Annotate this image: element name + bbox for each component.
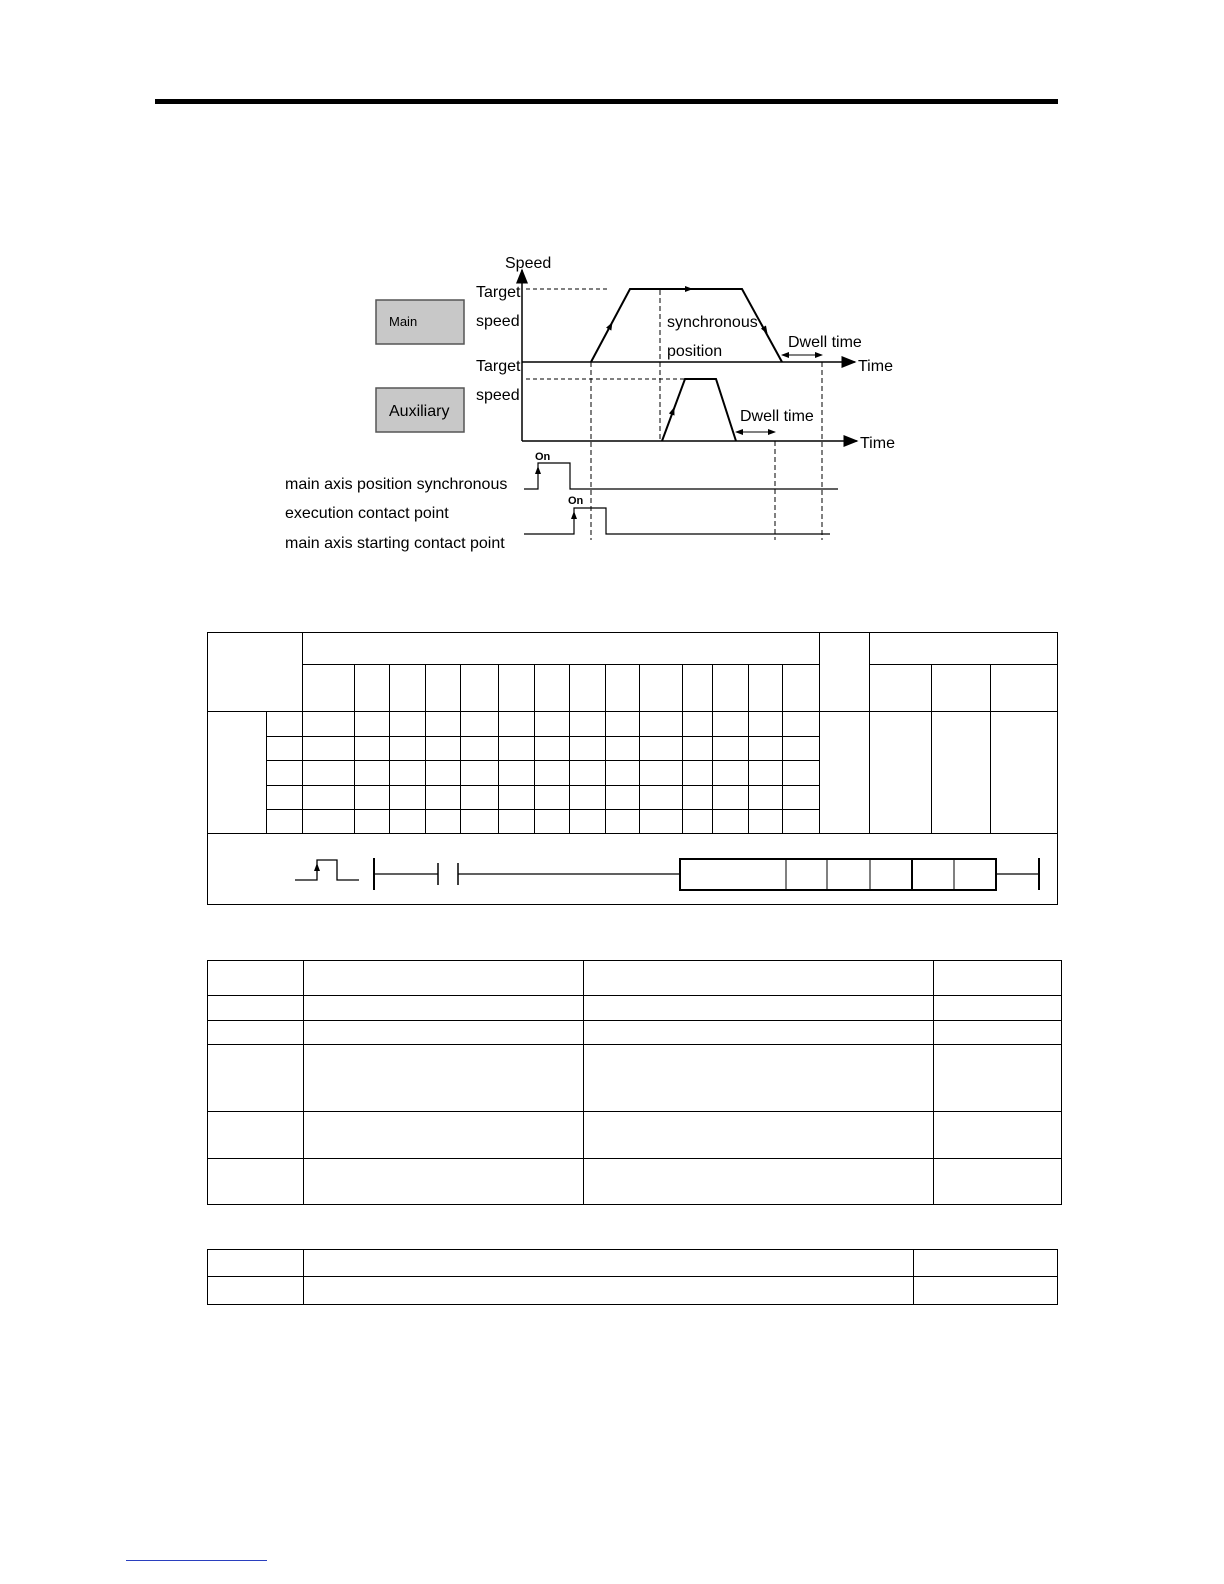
aux-time-label: Time (860, 435, 895, 452)
aux-target-label: Target (476, 358, 521, 375)
footer-link-underline (126, 1560, 267, 1561)
dwell-time-main-label: Dwell time (788, 334, 862, 351)
sync-position-label-1: synchronous (667, 314, 758, 331)
signal-label-3: main axis starting contact point (285, 535, 505, 552)
sync-position-label-2: position (667, 343, 723, 360)
main-start-signal (524, 508, 830, 534)
signal-label-1: main axis position synchronous (285, 476, 508, 493)
signal-label-2: execution contact point (285, 505, 449, 522)
timing-diagram (0, 0, 1224, 600)
main-target-label: Target (476, 284, 521, 301)
flag-table (207, 1249, 1058, 1305)
auxiliary-box-label: Auxiliary (389, 403, 450, 420)
main-speed-label: speed (476, 313, 520, 330)
speed-axis-label: Speed (505, 255, 552, 272)
on-label-2: On (568, 495, 584, 507)
on-label-1: On (535, 451, 551, 463)
ladder-diagram (207, 834, 1058, 905)
aux-speed-label: speed (476, 387, 520, 404)
main-box-label: Main (389, 314, 418, 329)
dwell-time-aux-label: Dwell time (740, 408, 814, 425)
main-time-label: Time (858, 358, 893, 375)
operand-table (207, 960, 1062, 1205)
instruction-box (680, 859, 996, 890)
rising-edge-symbol (295, 860, 359, 880)
sync-execution-signal (524, 463, 838, 489)
